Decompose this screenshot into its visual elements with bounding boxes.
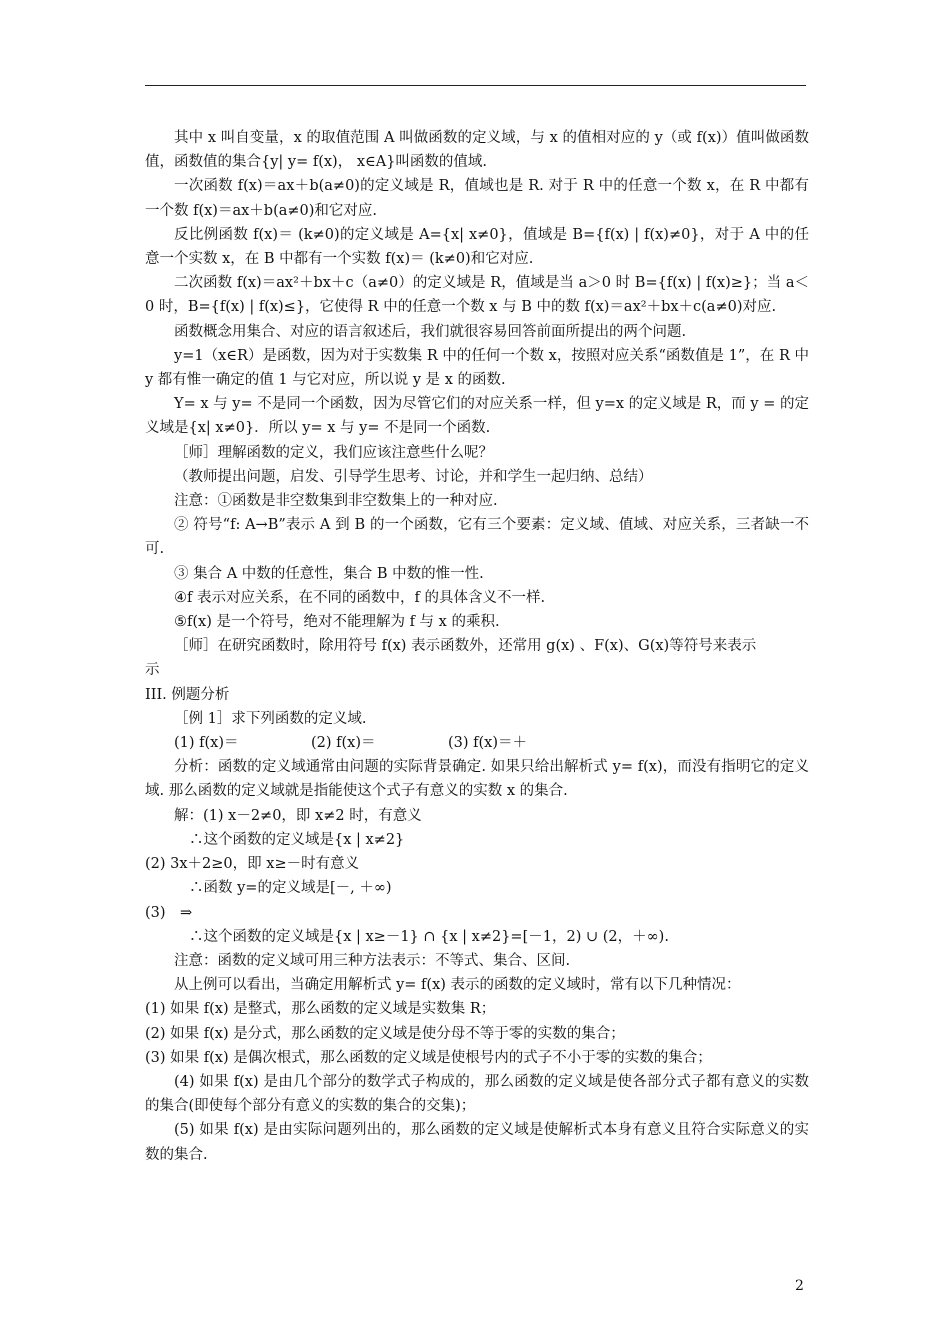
paragraph: （教师提出问题，启发、引导学生思考、讨论，并和学生一起归纳、总结） — [174, 468, 653, 485]
paragraph: (1) f(x)＝ (2) f(x)＝ (3) f(x)＝＋ — [174, 735, 528, 752]
paragraph: Y= x 与 y= 不是同一个函数，因为尽管它们的对应关系一样，但 y=x 的定义域是 R，而 y = 的定义域是{x| x≠0}．所以 y= x 与 y= 不是同一个函数. — [145, 396, 809, 437]
paragraph-continuation: 示 — [145, 662, 160, 679]
paragraph: (1) 如果 f(x) 是整式，那么函数的定义域是实数集 R； — [145, 1001, 496, 1018]
paragraph: 分析：函数的定义域通常由问题的实际背景确定. 如果只给出解析式 y= f(x)，而没有指明它的定义域. 那么函数的定义域就是指能使这个式子有意义的实数 x 的集合. — [145, 759, 809, 800]
paragraph: 函数概念用集合、对应的语言叙述后，我们就很容易回答前面所提出的两个问题. — [174, 323, 687, 340]
paragraph: (4) 如果 f(x) 是由几个部分的数学式子构成的，那么函数的定义域是使各部分式子都有意义的实数的集合(即使每个部分有意义的实数的集合的交集)； — [145, 1073, 809, 1115]
paragraph: ∴这个函数的定义域是{x | x≠2} — [189, 831, 405, 848]
page-number: 2 — [795, 1278, 804, 1294]
section-heading: III. 例题分析 — [145, 686, 230, 703]
paragraph: 注意：①函数是非空数集到非空数集上的一种对应. — [174, 493, 498, 510]
paragraph: ② 符号“f: A→B”表示 A 到 B 的一个函数，它有三个要素：定义域、值域、对应关系，三者缺一不可. — [145, 517, 809, 558]
paragraph: (5) 如果 f(x) 是由实际问题列出的，那么函数的定义域是使解析式本身有意义且符合实际意义的实数的集合. — [145, 1122, 809, 1163]
paragraph: 注意：函数的定义域可用三种方法表示：不等式、集合、区间. — [174, 952, 571, 969]
paragraph: 一次函数 f(x)＝ax＋b(a≠0)的定义域是 R，值域也是 R. 对于 R 中的任意一个数 x，在 R 中都有一个数 f(x)＝ax＋b(a≠0)和它对应. — [145, 178, 809, 219]
paragraph: ［师］在研究函数时，除用符号 f(x) 表示函数外，还常用 g(x) 、F(x)、G(x)等符号来表示 — [174, 638, 757, 655]
paragraph: y=1（x∈R）是函数，因为对于实数集 R 中的任何一个数 x，按照对应关系“函数值是 1”，在 R 中 y 都有惟一确定的值 1 与它对应，所以说 y 是 x 的函数. — [145, 347, 809, 389]
document-body — [145, 126, 809, 1167]
paragraph: 其中 x 叫自变量，x 的取值范围 A 叫做函数的定义域，与 x 的值相对应的 y（或 f(x)）值叫做函数值，函数值的集合{y| y= f(x)， x∈A}叫函数的值域. — [145, 130, 809, 171]
paragraph: ［师］理解函数的定义，我们应该注意些什么呢？ — [174, 444, 493, 461]
paragraph: ［例 1］求下列函数的定义域. — [174, 710, 367, 727]
paragraph: ⑤f(x) 是一个符号，绝对不能理解为 f 与 x 的乘积. — [174, 614, 500, 631]
paragraph: (3) ⇒ — [145, 904, 193, 921]
paragraph: ∴这个函数的定义域是{x | x≥－1} ∩ {x | x≠2}=[－1，2) ∪ (2，＋∞). — [189, 928, 669, 945]
paragraph: ③ 集合 A 中数的任意性，集合 B 中数的惟一性. — [174, 565, 484, 582]
paragraph: (2) 如果 f(x) 是分式，那么函数的定义域是使分母不等于零的实数的集合； — [145, 1025, 625, 1042]
paragraph: (3) 如果 f(x) 是偶次根式，那么函数的定义域是使根号内的式子不小于零的实数的集合； — [145, 1049, 712, 1066]
paragraph: 从上例可以看出，当确定用解析式 y= f(x) 表示的函数的定义域时，常有以下几种情况： — [174, 977, 741, 994]
paragraph: ∴函数 y=的定义域是[－, ＋∞) — [189, 880, 392, 897]
paragraph: 反比例函数 f(x)＝ (k≠0)的定义域是 A={x| x≠0}，值域是 B={f(x) | f(x)≠0}，对于 A 中的任意一个实数 x，在 B 中都有一个实数 f(x)＝ (k≠0)和它对应. — [145, 226, 809, 268]
paragraph: 解：(1) x－2≠0，即 x≠2 时，有意义 — [174, 807, 422, 824]
header-rule — [145, 85, 806, 86]
paragraph: (2) 3x＋2≥0，即 x≥－时有意义 — [145, 856, 360, 873]
paragraph: ④f 表示对应关系，在不同的函数中，f 的具体含义不一样. — [174, 589, 546, 606]
paragraph: 二次函数 f(x)＝ax²＋bx＋c（a≠0）的定义域是 R，值域是当 a＞0 时 B={f(x) | f(x)≥}；当 a＜0 时，B={f(x) | f(x)≤}，它使得 R 中的任意一个数 x 与 B 中的数 f(x)＝ax²＋bx＋c(a≠0)对应. — [145, 275, 809, 316]
